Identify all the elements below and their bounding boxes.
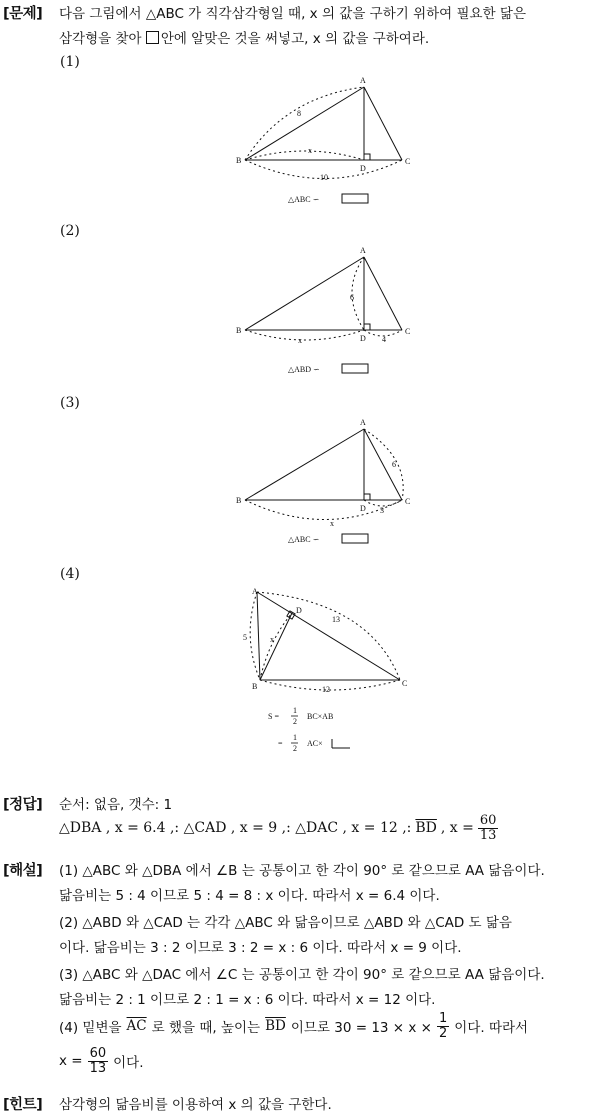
fig4-side-bc-value: 12	[322, 685, 330, 694]
fig4-expr-eq: =	[278, 739, 283, 748]
fig4-frac2-den: 2	[293, 744, 297, 753]
answer-line-1: 순서: 없음, 갯수: 1	[59, 797, 173, 813]
part-label-4: (4)	[60, 566, 80, 582]
expl-ac: $\overline{AC}$	[126, 1018, 147, 1034]
fig1-label-a: A	[360, 76, 366, 85]
expl-result-den: 13	[89, 1060, 107, 1076]
expl-line-5: (3) △ABC 와 △DAC 에서 ∠C 는 공통이고 한 각이 90° 로 같으므로 AA 닮음이다.	[59, 967, 545, 983]
fig1-label-c: C	[405, 157, 411, 166]
fig4-label-c: C	[402, 679, 408, 688]
fig4-frac2-num: 1	[293, 733, 297, 742]
fig2-side-bd-value: x	[298, 336, 302, 345]
expl-line-8b: 이다.	[113, 1055, 144, 1071]
figure-1	[230, 72, 420, 207]
expl-line-7c: 이므로 30 = 13 × x ×	[290, 1020, 432, 1036]
fig4-frac1-num: 1	[293, 706, 297, 715]
fig2-side-ac	[364, 257, 402, 330]
part-label-3: (3)	[60, 395, 80, 411]
fig3-caption: △ABC ∽	[288, 535, 320, 544]
expl-half-num: 1	[439, 1010, 448, 1026]
fig3-side-ab	[245, 429, 364, 500]
expl-result-num: 60	[89, 1045, 107, 1061]
explanation-tag: [해설]	[3, 863, 43, 879]
fig2-label-d: D	[360, 334, 366, 343]
figure-4	[230, 582, 430, 762]
fig3-label-c: C	[405, 497, 411, 506]
figure-3	[230, 414, 420, 549]
hint-text: 삼각형의 닮음비를 이용하여 x 의 값을 구한다.	[59, 1097, 332, 1113]
hint-tag: [힌트]	[3, 1097, 43, 1113]
fig1-side-ac	[364, 87, 402, 160]
fig2-label-c: C	[405, 327, 411, 336]
fig3-label-a: A	[360, 418, 366, 427]
expl-bd: $\overline{BD}$	[265, 1018, 286, 1034]
fig3-side-ac	[364, 429, 402, 500]
answer-frac-num: 60	[479, 812, 497, 828]
expl-line-6: 닮음비는 2 : 1 이므로 2 : 1 = x : 6 이다. 따라서 x = 12 이다.	[59, 992, 436, 1008]
fig4-side-ab-value: 5	[243, 633, 247, 642]
fig2-label-b: B	[236, 326, 242, 335]
fig3-label-d: D	[360, 504, 366, 513]
expl-half-den: 2	[439, 1025, 448, 1041]
part-label-1: (1)	[60, 54, 80, 70]
fig4-label-d: D	[296, 606, 302, 615]
answer-fraction	[478, 814, 499, 843]
problem-line-2b: 안에 알맞은 것을 써넣고, x 의 값을 구하여라.	[160, 31, 430, 47]
answer-tag: [정답]	[3, 797, 43, 813]
answer-box-icon	[146, 31, 159, 44]
fig2-side-ad-value: 6	[350, 293, 354, 302]
fig3-right-angle-icon	[364, 494, 370, 500]
expl-line-7a: (4) 밑변을	[59, 1020, 122, 1036]
expl-line-7b: 로 했을 때, 높이는	[151, 1020, 261, 1036]
fig2-caption: △ABD ∽	[288, 365, 320, 374]
expl-line-8a: x =	[59, 1053, 83, 1069]
fig4-arc-bc	[260, 680, 400, 690]
fig4-expr-1: BC×AB	[307, 712, 334, 721]
fig2-label-a: A	[360, 246, 366, 255]
answer-line-2	[59, 808, 498, 848]
problem-line-2	[59, 27, 429, 47]
problem-line-2a: 삼각형을 찾아	[59, 31, 142, 47]
fig4-label-b: B	[252, 682, 258, 691]
fig4-expr-2: AC×	[307, 739, 323, 748]
fig2-right-angle-icon	[364, 324, 370, 330]
fig1-caption: △ABC ∽	[288, 195, 320, 204]
fig1-label-d: D	[360, 164, 366, 173]
fig4-side-ac-value: 13	[332, 615, 340, 624]
fig4-side-ac	[257, 592, 400, 680]
fig1-answer-box-icon	[342, 194, 368, 203]
fig4-label-a: A	[252, 587, 258, 596]
fig4-altitude	[260, 613, 292, 680]
fig3-arc-bc	[245, 500, 402, 520]
answer-line-2b: , x =	[440, 820, 474, 836]
expl-line-3: (2) △ABD 와 △CAD 는 각각 △ABC 와 닮음이므로 △ABD 와 △CAD 도 닮음	[59, 915, 512, 931]
problem-line-1: 다음 그림에서 △ABC 가 직각삼각형일 때, x 의 값을 구하기 위하여 필요한 닮은	[59, 6, 526, 22]
part-label-2: (2)	[60, 223, 80, 239]
fig1-side-ab	[245, 87, 364, 160]
answer-frac-den: 13	[479, 827, 497, 843]
answer-line-2a: △DBA , x = 6.4 ,: △CAD , x = 9 ,: △DAC , x = 12 ,:	[59, 820, 412, 836]
expl-line-8	[59, 1041, 144, 1081]
fig3-side-bc-value: x	[330, 519, 334, 528]
expl-line-2: 닮음비는 5 : 4 이므로 5 : 4 = 8 : x 이다. 따라서 x = 6.4 이다.	[59, 888, 440, 904]
fig3-side-ac-value: 6	[392, 460, 396, 469]
fig2-side-ab	[245, 257, 364, 330]
expl-line-4: 이다. 닮음비는 3 : 2 이므로 3 : 2 = x : 6 이다. 따라서 x = 9 이다.	[59, 940, 462, 956]
fig1-right-angle-icon	[364, 154, 370, 160]
fig1-side-bc-value: 10	[320, 173, 328, 182]
expl-result-fraction	[88, 1047, 109, 1076]
answer-bd: $\overline{BD}$	[415, 820, 437, 836]
expl-line-1: (1) △ABC 와 △DBA 에서 ∠B 는 공통이고 한 각이 90° 로 같으므로 AA 닮음이다.	[59, 863, 545, 879]
fig2-answer-box-icon	[342, 364, 368, 373]
expl-line-7e: 이다. 따라서	[454, 1020, 529, 1036]
fig2-side-dc-value: 4	[382, 335, 386, 344]
fig4-side-bd-value: x	[270, 635, 274, 644]
fig3-answer-box-icon	[342, 534, 368, 543]
problem-tag: [문제]	[3, 6, 43, 22]
fig4-frac1-den: 2	[293, 717, 297, 726]
fig1-label-b: B	[236, 156, 242, 165]
expl-half-fraction	[437, 1012, 449, 1041]
fig1-side-bd-value: x	[308, 146, 312, 155]
fig3-label-b: B	[236, 496, 242, 505]
figure-2	[230, 242, 420, 377]
fig4-side-ab	[257, 592, 260, 680]
fig3-side-dc-value: 3	[380, 506, 384, 515]
expl-line-7	[59, 1006, 528, 1046]
fig4-area-s: S =	[268, 712, 279, 721]
fig1-arc-bd	[245, 151, 364, 160]
fig2-arc-bd	[245, 330, 364, 340]
fig1-side-ab-value: 8	[297, 109, 301, 118]
